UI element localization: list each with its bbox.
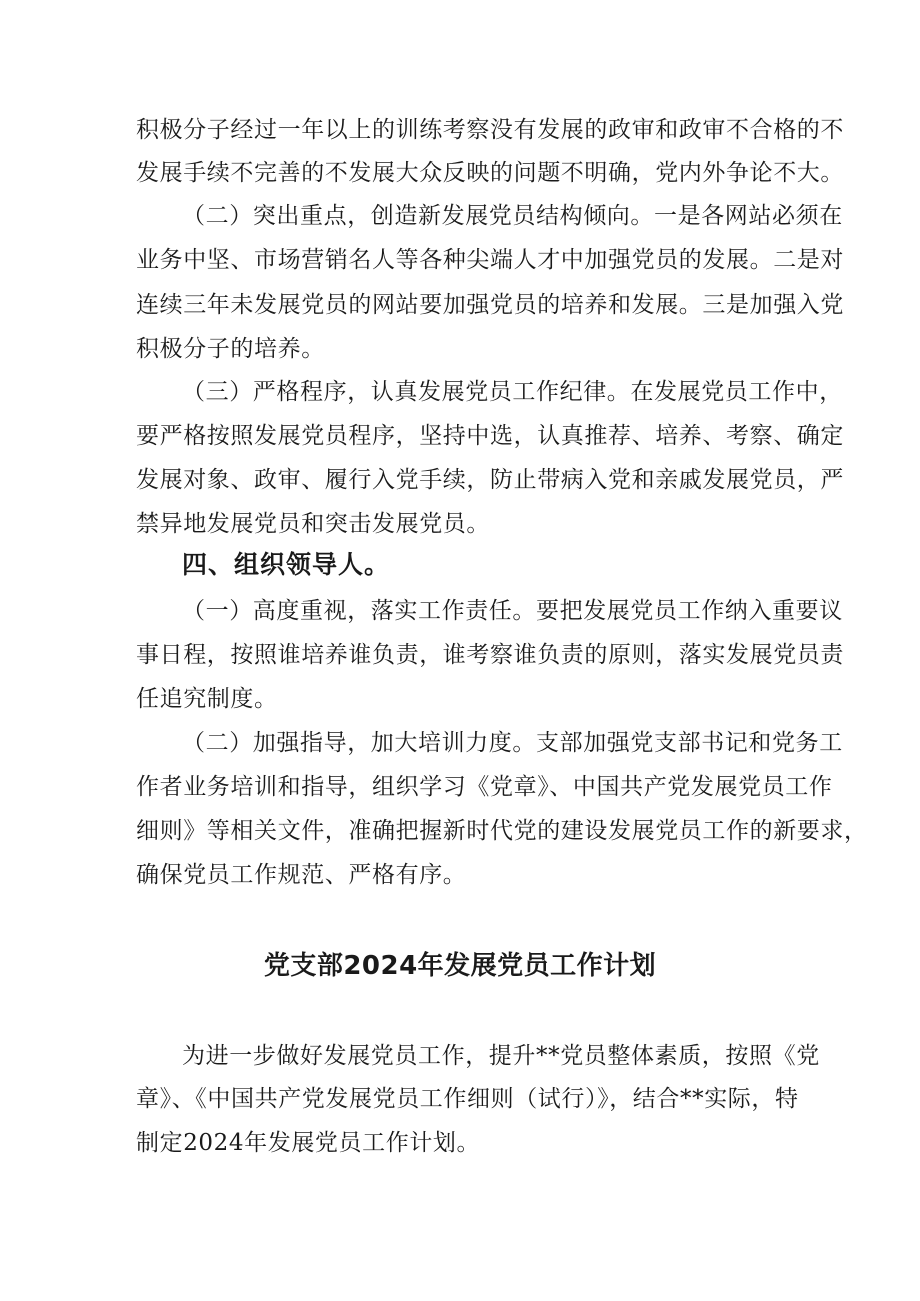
paragraph-line: （二）突出重点，创造新发展党员结构倾向。一是各网站必须在 <box>182 203 843 229</box>
paragraph-line: 章》、《中国共产党发展党员工作细则（试行）》，结合**实际，特 <box>136 1086 799 1112</box>
paragraph-line: 连续三年未发展党员的网站要加强党员的培养和发展。三是加强入党 <box>136 292 844 318</box>
paragraph-line: 要严格按照发展党员程序，坚持中选，认真推荐、培养、考察、确定 <box>136 423 844 449</box>
paragraph-line: 作者业务培训和指导，组织学习《党章》、中国共产党发展党员工作 <box>136 774 833 800</box>
paragraph-line: 确保党员工作规范、严格有序。 <box>136 862 467 888</box>
section-heading: 四、组织领导人。 <box>182 550 391 579</box>
paragraph-line: 事日程，按照谁培养谁负责，谁考察谁负责的原则，落实发展党员责 <box>136 642 844 668</box>
paragraph-line: 积极分子经过一年以上的训练考察没有发展的政审和政审不合格的不 <box>136 117 844 143</box>
paragraph-line: （二）加强指导，加大培训力度。支部加强党支部书记和党务工 <box>182 730 843 756</box>
paragraph-line: 业务中坚、市场营销名人等各种尖端人才中加强党员的发展。二是对 <box>136 247 844 273</box>
document-title: 党支部2024年发展党员工作计划 <box>263 951 657 981</box>
paragraph-line: （三）严格程序，认真发展党员工作纪律。在发展党员工作中， <box>182 379 843 405</box>
paragraph-line: 为进一步做好发展党员工作，提升**党员整体素质，按照《党 <box>182 1043 820 1069</box>
paragraph-line: 发展手续不完善的不发展大众反映的问题不明确，党内外争论不大。 <box>136 160 844 186</box>
paragraph-line: 细则》等相关文件，准确把握新时代党的建设发展党员工作的新要求， <box>136 818 868 844</box>
paragraph-line: 任追究制度。 <box>136 686 278 712</box>
paragraph-line: 制定2024年发展党员工作计划。 <box>136 1130 481 1156</box>
paragraph-line: 发展对象、政审、履行入党手续，防止带病入党和亲戚发展党员，严 <box>136 467 844 493</box>
paragraph-line: 禁异地发展党员和突击发展党员。 <box>136 511 490 537</box>
paragraph-line: （一）高度重视，落实工作责任。要把发展党员工作纳入重要议 <box>182 598 843 624</box>
paragraph-line: 积极分子的培养。 <box>136 336 325 362</box>
